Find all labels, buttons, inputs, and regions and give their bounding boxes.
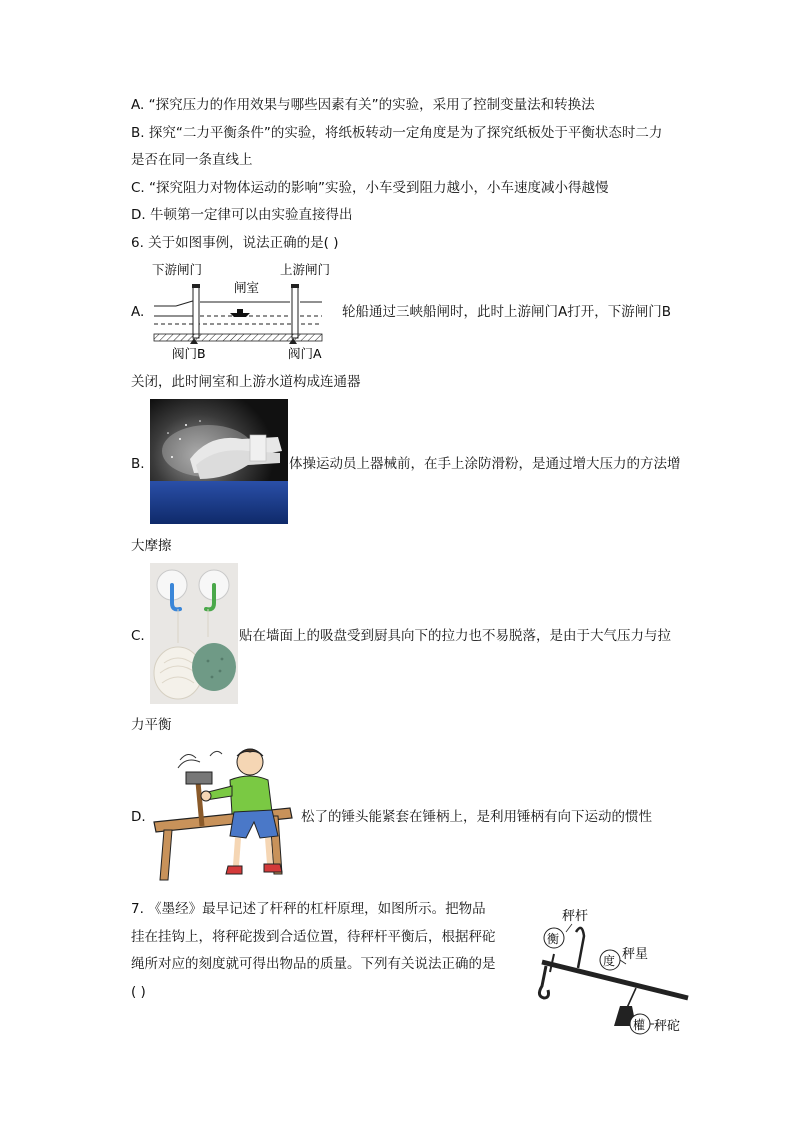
steelyard-diagram (520, 902, 700, 1038)
valve-b-label: 阀门B (172, 346, 206, 361)
q6-c-text-line1: 贴在墙面上的吸盘受到厨具向下的拉力也不易脱落，是由于大气压力与拉 (239, 628, 671, 644)
q6-a-text-line2: 关闭，此时闸室和上游水道构成连通器 (131, 374, 361, 390)
blue-shorts (230, 810, 278, 838)
q6-a-text-line1: 轮船通过三峡船闸时，此时上游闸门A打开，下游闸门B (342, 304, 671, 320)
q6-b-label: B. (131, 456, 145, 472)
hook-icon (539, 966, 548, 998)
green-sponge (192, 643, 236, 691)
ship-icon (230, 313, 250, 317)
rod-label: 秤杆 (562, 909, 589, 924)
valve-a-label: 阀门A (288, 346, 322, 361)
char-quan: 權 (633, 1018, 646, 1032)
q7-line4: ( ) (131, 984, 146, 1000)
char-heng: 衡 (547, 932, 560, 946)
upstream-gate (292, 286, 298, 338)
downstream-gate-label: 下游闸门 (152, 262, 203, 277)
q5-option-c: C. “探究阻力对物体运动的影响”实验，小车受到阻力越小，小车速度减小得越慢 (131, 180, 609, 196)
q6-d-label: D. (131, 809, 146, 825)
hammer-cartoon (150, 742, 298, 884)
q5-option-b-line2: 是否在同一条直线上 (131, 152, 253, 168)
hammer-head-icon (186, 772, 212, 784)
chamber-label: 闸室 (234, 280, 260, 295)
q6-c-label: C. (131, 628, 145, 644)
star-label: 秤星 (622, 947, 649, 962)
char-du: 度 (603, 954, 616, 968)
q5-option-b-line1: B. 探究“二力平衡条件”的实验，将纸板转动一定角度是为了探究纸板处于平衡状态时二力 (131, 125, 663, 141)
q7-line1: 7. 《墨经》最早记述了杆秤的杠杆原理，如图所示。把物品 (131, 901, 486, 917)
q6-c-text-line2: 力平衡 (131, 717, 172, 733)
q6-a-label: A. (131, 304, 145, 320)
q6-b-text-line1: 体操运动员上器械前，在手上涂防滑粉，是通过增大压力的方法增 (289, 456, 681, 472)
upstream-gate-label: 上游闸门 (280, 262, 331, 277)
gymnast-chalk-photo (150, 399, 288, 524)
q6-b-text-line2: 大摩擦 (131, 538, 172, 554)
q7-line2: 挂在挂钩上，将秤砣拨到合适位置，待秤杆平衡后，根据秤砣 (131, 929, 496, 945)
downstream-gate (193, 286, 199, 338)
q6-stem: 6. 关于如图事例，说法正确的是( ) (131, 235, 339, 251)
q7-line3: 绳所对应的刻度就可得出物品的质量。下列有关说法正确的是 (131, 956, 496, 972)
green-shirt (230, 776, 272, 814)
q5-option-a: A. “探究压力的作用效果与哪些因素有关”的实验，采用了控制变量法和转换法 (131, 97, 595, 113)
weight-label: 秤砣 (654, 1019, 681, 1034)
q6-d-text-line1: 松了的锤头能紧套在锤柄上，是利用锤柄有向下运动的惯性 (301, 809, 652, 825)
q5-option-d: D. 牛顿第一定律可以由实验直接得出 (131, 207, 353, 223)
ship-lock-diagram (150, 258, 340, 364)
suction-cup-hooks-photo (150, 563, 238, 704)
